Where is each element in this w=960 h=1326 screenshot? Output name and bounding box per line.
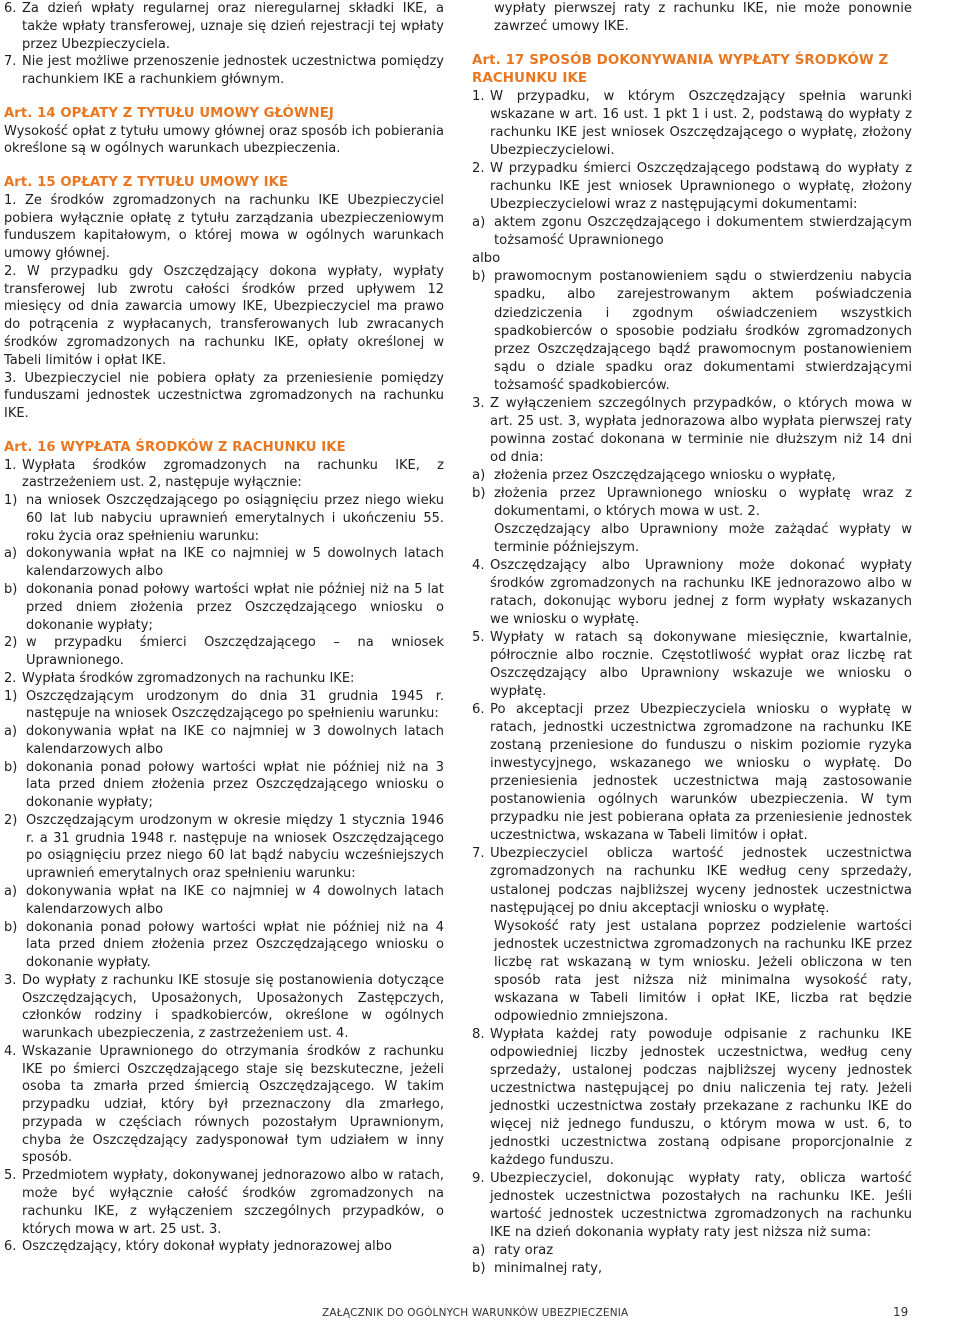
list-item-text: Po akceptacji przez Ubezpieczyciela wniosku o wypłatę w ratach, jednostki uczestnictwa zgromadzone na rachunku IKE zostaną przeniesione do funduszu o niskim poziomie ryzyka inwestycyjnego, wskazanego we wniosku o wypłatę. Do przeniesienia jednostek uczestnictwa mają zastosowanie postanowienia ogólnych warunków ubezpieczenia. W tym przypadku nie jest pobierana opłata za przeniesienie jednostek uczestnictwa, wskazana w Tabeli limitów i opłat.: [490, 702, 912, 844]
list-item: [472, 1260, 912, 1278]
list-item: [4, 688, 444, 724]
list-item-number: a): [472, 1243, 486, 1259]
list-item-number: 8.: [472, 1026, 485, 1042]
article-title: WYPŁATA ŚRODKÓW Z RACHUNKU IKE: [60, 439, 346, 455]
list-item-text: W przypadku śmierci Oszczędzającego podstawą do wypłaty z rachunku IKE jest wniosek Uprawnionego o wypłatę, złożony Ubezpieczycielowi wraz z następującymi dokumentami:: [490, 161, 912, 213]
list-item: [4, 545, 444, 581]
list-item-text: Wypłata środków zgromadzonych na rachunku IKE:: [22, 670, 355, 686]
list-item-text: dokonywania wpłat na IKE co najmniej w 5 dowolnych latach kalendarzowych albo: [26, 546, 444, 580]
article-title: SPOSÓB DOKONYWANIA WYPŁATY ŚRODKÓW Z RACHUNKU IKE: [472, 53, 889, 87]
list-item: [4, 0, 444, 53]
list-item-text: Oszczędzający albo Uprawniony może dokonać wypłaty środków zgromadzonych na rachunku IKE jednorazowo albo w ratach, dokonując wyboru jednej z form wypłaty wskazanych we wniosku o wypłatę.: [490, 557, 912, 628]
list-item: [472, 845, 912, 917]
list-item: [472, 160, 912, 214]
list-item: [4, 53, 444, 89]
list-item-text: Oszczędzającym urodzonym w okresie między 1 stycznia 1946 r. a 31 grudnia 1948 r. następuje na wniosek Oszczędzającego po osiągnięciu przez niego 60 lat bądź nabyciu wcześniejszych uprawnień emerytalnych oraz spełnieniu warunku:: [26, 812, 444, 882]
list-item-number: 6.: [4, 1, 17, 16]
list-item-number: b): [472, 485, 486, 501]
list-item-number: a): [4, 724, 18, 740]
list-item-text: Wypłata każdej raty powoduje odpisanie z rachunku IKE odpowiedniej liczby jednostek uczestnictwa, według ceny sprzedaży, ustalonej podczas najbliższej wyceny jednostek uczestnictwa następującej po dniu naliczenia tej raty. Jeżeli jednostki uczestnictwa zostały przekazane z rachunku IKE do więcej niż jednego funduszu, o którym mowa w ust. 6, to jednostki uczestnictwa zostaną odpisane proporcjonalnie z każdego funduszu.: [490, 1026, 912, 1168]
list-item: [4, 919, 444, 972]
list-item-number: 9.: [472, 1171, 485, 1186]
list-item-number: 7.: [4, 54, 17, 70]
list-item: [4, 492, 444, 545]
list-item-text: dokonywania wpłat na IKE co najmniej w 3 dowolnych latach kalendarzowych albo: [26, 724, 444, 757]
article-title: OPŁATY Z TYTUŁU UMOWY IKE: [60, 175, 289, 191]
list-item-text: dokonania ponad połowy wartości wpłat nie później niż na 3 lata przed dniem złożenia przez Oszczędzającego wniosku o dokonanie wypłaty;: [26, 759, 444, 811]
list-item-text: dokonania ponad połowy wartości wpłat nie później niż na 5 lat przed dniem złożenia przez Oszczędzającego wniosku o dokonanie wypłaty;: [26, 581, 444, 633]
list-item-text: raty oraz: [494, 1243, 554, 1259]
list-item-text: Nie jest możliwe przenoszenie jednostek uczestnictwa pomiędzy rachunkiem IKE a rachunkiem głównym.: [22, 54, 444, 88]
list-item-number: 5.: [472, 630, 485, 646]
list-item-number: 4.: [472, 557, 485, 573]
list-item-text: Za dzień wpłaty regularnej oraz nieregularnej składki IKE, a także wpłaty transferowej, uznaje się dzień rejestracji tej wpłaty przez Ubezpieczyciela.: [22, 1, 444, 52]
list-item-number: 7.: [472, 846, 485, 862]
list-item: [472, 629, 912, 701]
list-item-number: b): [4, 581, 18, 597]
list-item: [472, 701, 912, 845]
list-item: [4, 723, 444, 759]
list-item: [472, 485, 912, 521]
list-item: [472, 395, 912, 467]
list-item: [4, 1043, 444, 1167]
list-item-text: W przypadku, w którym Oszczędzający spełnia warunki wskazane w art. 16 ust. 1 pkt 1 i ust. 2, podstawą do wypłaty z rachunku IKE jest wniosek Oszczędzającego o wypłatę, złożony Ubezpieczycielowi.: [490, 89, 912, 159]
list-item-number: 2): [4, 635, 18, 651]
list-item: [4, 1238, 444, 1256]
list-item-number: 3.: [4, 972, 17, 988]
list-item-text: Oszczędzający, który dokonał wypłaty jednorazowej albo: [22, 1239, 392, 1255]
article-number: Art. 16: [4, 439, 56, 455]
paragraph: Wysokość opłat z tytułu umowy głównej oraz sposób ich pobierania określone są w ogólnych warunkach ubezpieczenia.: [4, 123, 444, 157]
list-item-text: dokonywania wpłat na IKE co najmniej w 4 dowolnych latach kalendarzowych albo: [26, 883, 444, 917]
page-footer: [0, 1296, 960, 1326]
paragraph: 2. W przypadku gdy Oszczędzający dokona wypłaty, wypłaty transferowej lub zwrotu całości środków przed upływem 12 miesięcy od dnia zawarcia umowy IKE, Ubezpieczyciel ma prawo do potrącenia z wypłacanych, transferowanych lub zwracanych środków zgromadzonych na rachunku IKE, opłaty określonej w Tabeli limitów i opłat IKE.: [4, 263, 444, 368]
list-item-number: 1.: [4, 457, 17, 473]
list-item-number: 1): [4, 688, 18, 704]
list-item-text: Przedmiotem wypłaty, dokonywanej jednorazowo albo w ratach, może być wyłącznie całość środków zgromadzonych na rachunku IKE, z wyłączeniem szczególnych przypadków, o których mowa w art. 25 ust. 3.: [22, 1168, 444, 1237]
list-item-text: aktem zgonu Oszczędzającego i dokumentem stwierdzającym tożsamość Uprawnionego: [494, 215, 912, 249]
list-item: [4, 634, 444, 670]
list-item-number: a): [472, 467, 486, 483]
list-item: [4, 883, 444, 919]
list-item-text: złożenia przez Oszczędzającego wniosku o wypłatę,: [494, 467, 836, 483]
list-item-number: 4.: [4, 1043, 17, 1059]
list-item-number: b): [4, 919, 18, 935]
list-item-text: na wniosek Oszczędzającego po osiągnięciu przez niego wieku 60 lat lub nabyciu uprawnień emerytalnych i ukończeniu 55. roku życia oraz spełnieniu warunku:: [26, 493, 444, 544]
list-item-number: 2): [4, 812, 18, 828]
list-item-text: złożenia przez Uprawnionego wniosku o wypłatę wraz z dokumentami, o których mowa w ust. 2.: [494, 485, 912, 519]
list-item-number: b): [472, 269, 486, 285]
paragraph: albo: [472, 251, 501, 267]
list-item-text: minimalnej raty,: [494, 1261, 603, 1277]
article-number: Art. 15: [4, 175, 56, 191]
paragraph: 1. Ze środków zgromadzonych na rachunku IKE Ubezpieczyciel pobiera wyłącznie opłatę z tytułu zarządzania ubezpieczeniowym funduszem kapitałowym, o której mowa w ogólnych warunkach umowy głównej.: [4, 192, 444, 262]
list-item-text: Do wypłaty z rachunku IKE stosuje się postanowienia dotyczące Oszczędzających, Uposażonych, Uposażonych Zastępczych, członków rodziny i spadkobierców, określone w ogólnych warunkach ubezpieczenia, z zastrzeżeniem ust. 4.: [22, 972, 444, 1042]
indented-paragraph: Oszczędzający albo Uprawniony może zażądać wypłaty w terminie późniejszym.: [494, 521, 912, 555]
article-heading: [4, 105, 444, 123]
list-item-number: 5.: [4, 1168, 17, 1184]
list-item: [472, 1242, 912, 1260]
paragraph: 3. Ubezpieczyciel nie pobiera opłaty za przeniesienie pomiędzy funduszami jednostek uczestnictwa zgromadzonych na rachunku IKE.: [4, 370, 444, 422]
list-item-number: a): [472, 215, 486, 231]
list-item-text: Wskazanie Uprawnionego do otrzymania środków z rachunku IKE po śmierci Oszczędzającego staje się bezskuteczne, jeżeli osoba ta zmarła przed śmiercią Oszczędzającego. W takim przypadku udział, który był przeznaczony dla zmarłego, przypada w częściach równych pozostałym Uprawnionym, chyba że Oszczędzający zadysponował tym udziałem w inny sposób.: [22, 1043, 444, 1166]
list-item-number: 6.: [4, 1239, 17, 1255]
list-item: [472, 1026, 912, 1170]
indented-paragraph: wypłaty pierwszej raty z rachunku IKE, nie może ponownie zawrzeć umowy IKE.: [494, 1, 912, 35]
article-heading: [472, 52, 912, 88]
list-item: [4, 972, 444, 1043]
list-item: [472, 214, 912, 250]
article-title: OPŁATY Z TYTUŁU UMOWY GŁÓWNEJ: [60, 105, 334, 121]
article-number: Art. 17: [472, 53, 525, 69]
list-item-text: Wypłaty w ratach są dokonywane miesięcznie, kwartalnie, półrocznie albo rocznie. Częstotliwość wypłat oraz liczbę rat Oszczędzający albo Uprawniony wskazuje we wniosku o wypłatę.: [490, 630, 912, 700]
article-heading: [4, 174, 444, 192]
article-number: Art. 14: [4, 105, 56, 121]
page-number: 19: [893, 1305, 909, 1319]
list-item-number: a): [4, 883, 18, 899]
list-item-number: 2.: [472, 161, 485, 177]
list-item: [4, 812, 444, 883]
list-item-number: 2.: [4, 670, 17, 686]
list-item-number: 1.: [472, 89, 485, 105]
list-item: [472, 557, 912, 629]
list-item: [472, 467, 912, 485]
list-item-number: 1): [4, 493, 18, 509]
list-item-number: a): [4, 546, 18, 562]
list-item-text: Ubezpieczyciel oblicza wartość jednostek uczestnictwa zgromadzonych na rachunku IKE według ceny sprzedaży, ustalonej podczas najbliższej wyceny jednostek uczestnictwa następującej po dniu akceptacji wniosku o wypłatę.: [490, 846, 912, 916]
list-item: [4, 1167, 444, 1238]
list-item-text: Wypłata środków zgromadzonych na rachunku IKE, z zastrzeżeniem ust. 2, następuje wyłącznie:: [22, 457, 444, 491]
list-item: [472, 1170, 912, 1242]
list-item: [472, 268, 912, 394]
list-item-number: b): [4, 759, 18, 775]
article-heading: [4, 439, 444, 457]
list-item: [4, 670, 444, 688]
list-item: [472, 88, 912, 160]
left-column: [4, 0, 444, 1256]
list-item-text: Z wyłączeniem szczególnych przypadków, o których mowa w art. 25 ust. 3, wypłata jednorazowa albo wypłata pierwszej raty powinna zostać dokonana w terminie nie dłuższym niż 14 dni od dnia:: [490, 395, 912, 465]
list-item-text: w przypadku śmierci Oszczędzającego – na wniosek Uprawnionego.: [26, 635, 444, 669]
list-item-number: 3.: [472, 395, 485, 411]
footer-title: ZAŁĄCZNIK DO OGÓLNYCH WARUNKÓW UBEZPIECZENIA: [322, 1307, 629, 1319]
list-item: [4, 581, 444, 634]
indented-paragraph: Wysokość raty jest ustalana poprzez podzielenie wartości jednostek uczestnictwa zgromadzonych na rachunku IKE przez liczbę rat wskazaną w tym wniosku. Jeżeli obliczona w ten sposób rata jest niższa niż minimalna wysokość raty, wskazana w Tabeli limitów i opłat IKE, liczba rat będzie odpowiednio zmniejszona.: [494, 918, 912, 1024]
list-item-text: dokonania ponad połowy wartości wpłat nie później niż na 4 lata przed dniem złożenia przez Oszczędzającego wniosku o dokonanie wypłaty.: [26, 919, 444, 971]
list-item-number: b): [472, 1261, 486, 1277]
list-item-text: Ubezpieczyciel, dokonując wypłaty raty, oblicza wartość jednostek uczestnictwa pozostałych na rachunku IKE. Jeśli wartość jednostek uczestnictwa zgromadzonych na rachunku IKE na dzień dokonania wypłaty raty jest niższa niż suma:: [490, 1171, 912, 1241]
list-item-text: prawomocnym postanowieniem sądu o stwierdzeniu nabycia spadku, albo zarejestrowanym aktem poświadczenia dziedziczenia i zgodnym oświadczeniem wszystkich spadkobierców o sposobie podziału środków zgromadzonych przez Oszczędzającego bądź prawomocnym postanowieniem sądu o dziale spadku oraz dokumentami stwierdzającymi tożsamość spadkobierców.: [494, 269, 912, 393]
right-column: [472, 0, 912, 1278]
list-item-text: Oszczędzającym urodzonym do dnia 31 grudnia 1945 r. następuje na wniosek Oszczędzającego po spełnieniu warunku:: [26, 688, 444, 722]
list-item: [4, 759, 444, 812]
list-item: [4, 457, 444, 493]
list-item-number: 6.: [472, 702, 485, 718]
